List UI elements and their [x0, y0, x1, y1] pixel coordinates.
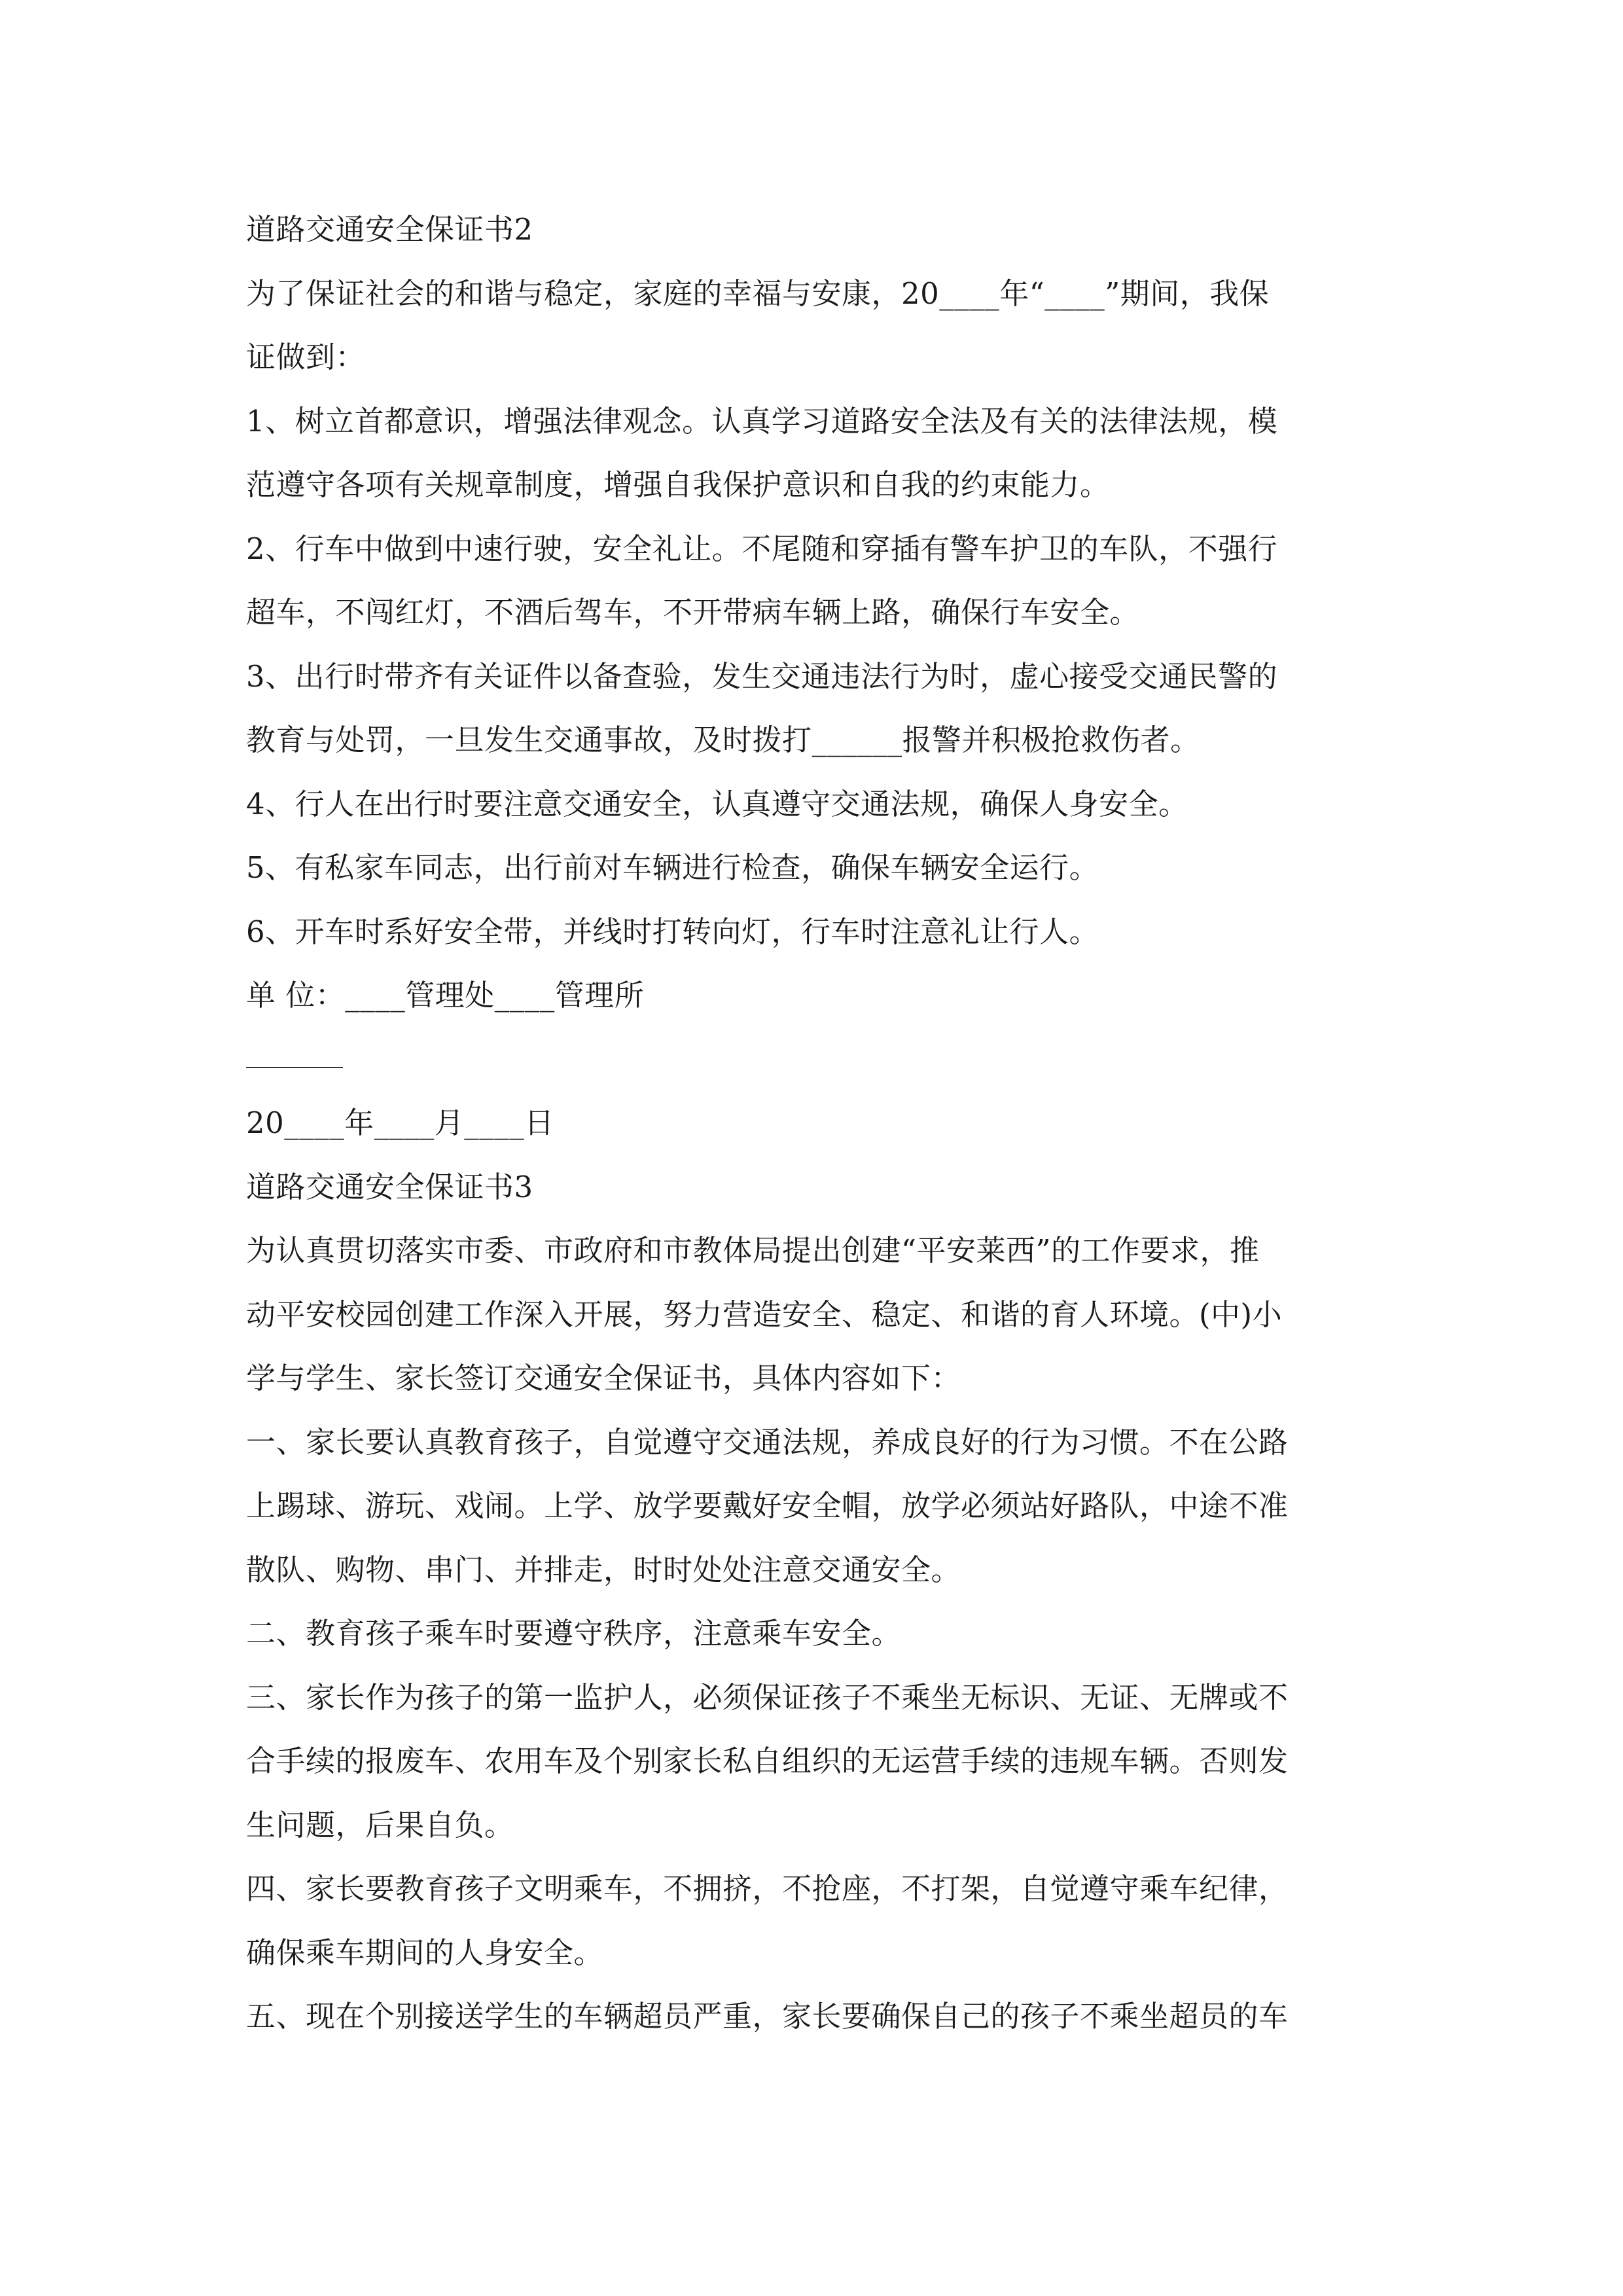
list-item-line: 5、有私家车同志，出行前对车辆进行检查，确保车辆安全运行。 [246, 850, 1099, 885]
date-line: 20____年____月____日 [246, 1105, 554, 1140]
list-item-line: 三、家长作为孩子的第一监护人，必须保证孩子不乘坐无标识、无证、无牌或不 [246, 1679, 1289, 1715]
list-item-line: 五、现在个别接送学生的车辆超员严重，家长要确保自己的孩子不乘坐超员的车 [246, 1999, 1289, 2034]
paragraph-line: 为了保证社会的和谐与稳定，家庭的幸福与安康，20____年“____”期间，我保 [246, 276, 1270, 311]
paragraph-line: 学与学生、家长签订交通安全保证书，具体内容如下： [246, 1361, 961, 1395]
list-item-line: 6、开车时系好安全带，并线时打转向灯，行车时注意礼让行人。 [246, 914, 1099, 949]
section-title: 道路交通安全保证书2 [246, 212, 533, 247]
list-item-line: 确保乘车期间的人身安全。 [246, 1935, 604, 1970]
list-item-line: 超车，不闯红灯，不酒后驾车，不开带病车辆上路，确保行车安全。 [246, 595, 1140, 630]
list-item-line: 散队、购物、串门、并排走，时时处处注意交通安全。 [246, 1552, 961, 1587]
list-item-line: 二、教育孩子乘车时要遵守秩序，注意乘车安全。 [246, 1616, 902, 1651]
list-item-line: 1、树立首都意识，增强法律观念。认真学习道路安全法及有关的法律法规，模 [246, 403, 1278, 439]
signature-blank [246, 1028, 1398, 1092]
list-item-line: 4、行人在出行时要注意交通安全，认真遵守交通法规，确保人身安全。 [246, 786, 1188, 821]
document-body [246, 198, 1398, 2049]
list-item-line: 3、出行时带齐有关证件以备查验，发生交通违法行为时，虚心接受交通民警的 [246, 658, 1278, 694]
list-item-line: 2、行车中做到中速行驶，安全礼让。不尾随和穿插有警车护卫的车队，不强行 [246, 531, 1278, 566]
section-title: 道路交通安全保证书3 [246, 1169, 533, 1204]
signature-underline [246, 1067, 343, 1068]
list-item-line: 范遵守各项有关规章制度，增强自我保护意识和自我的约束能力。 [246, 467, 1110, 502]
unit-signature-line: 单 位：____管理处____管理所 [246, 978, 645, 1013]
list-item-line: 上踢球、游玩、戏闹。上学、放学要戴好安全帽，放学必须站好路队，中途不准 [246, 1488, 1289, 1523]
paragraph-line: 动平安校园创建工作深入开展，努力营造安全、稳定、和谐的育人环境。(中)小 [246, 1297, 1283, 1332]
list-item-line: 生问题，后果自负。 [246, 1807, 514, 1842]
list-item-line: 合手续的报废车、农用车及个别家长私自组织的无运营手续的违规车辆。否则发 [246, 1744, 1289, 1778]
list-item-line: 一、家长要认真教育孩子，自觉遵守交通法规，养成良好的行为习惯。不在公路 [246, 1424, 1289, 1460]
list-item-line: 四、家长要教育孩子文明乘车，不拥挤，不抢座，不打架，自觉遵守乘车纪律， [246, 1871, 1289, 1906]
paragraph-line: 为认真贯切落实市委、市政府和市教体局提出创建“平安莱西”的工作要求，推 [246, 1233, 1260, 1268]
list-item-line: 教育与处罚，一旦发生交通事故，及时拨打______报警并积极抢救伤者。 [246, 723, 1200, 757]
paragraph-line: 证做到： [246, 340, 366, 374]
